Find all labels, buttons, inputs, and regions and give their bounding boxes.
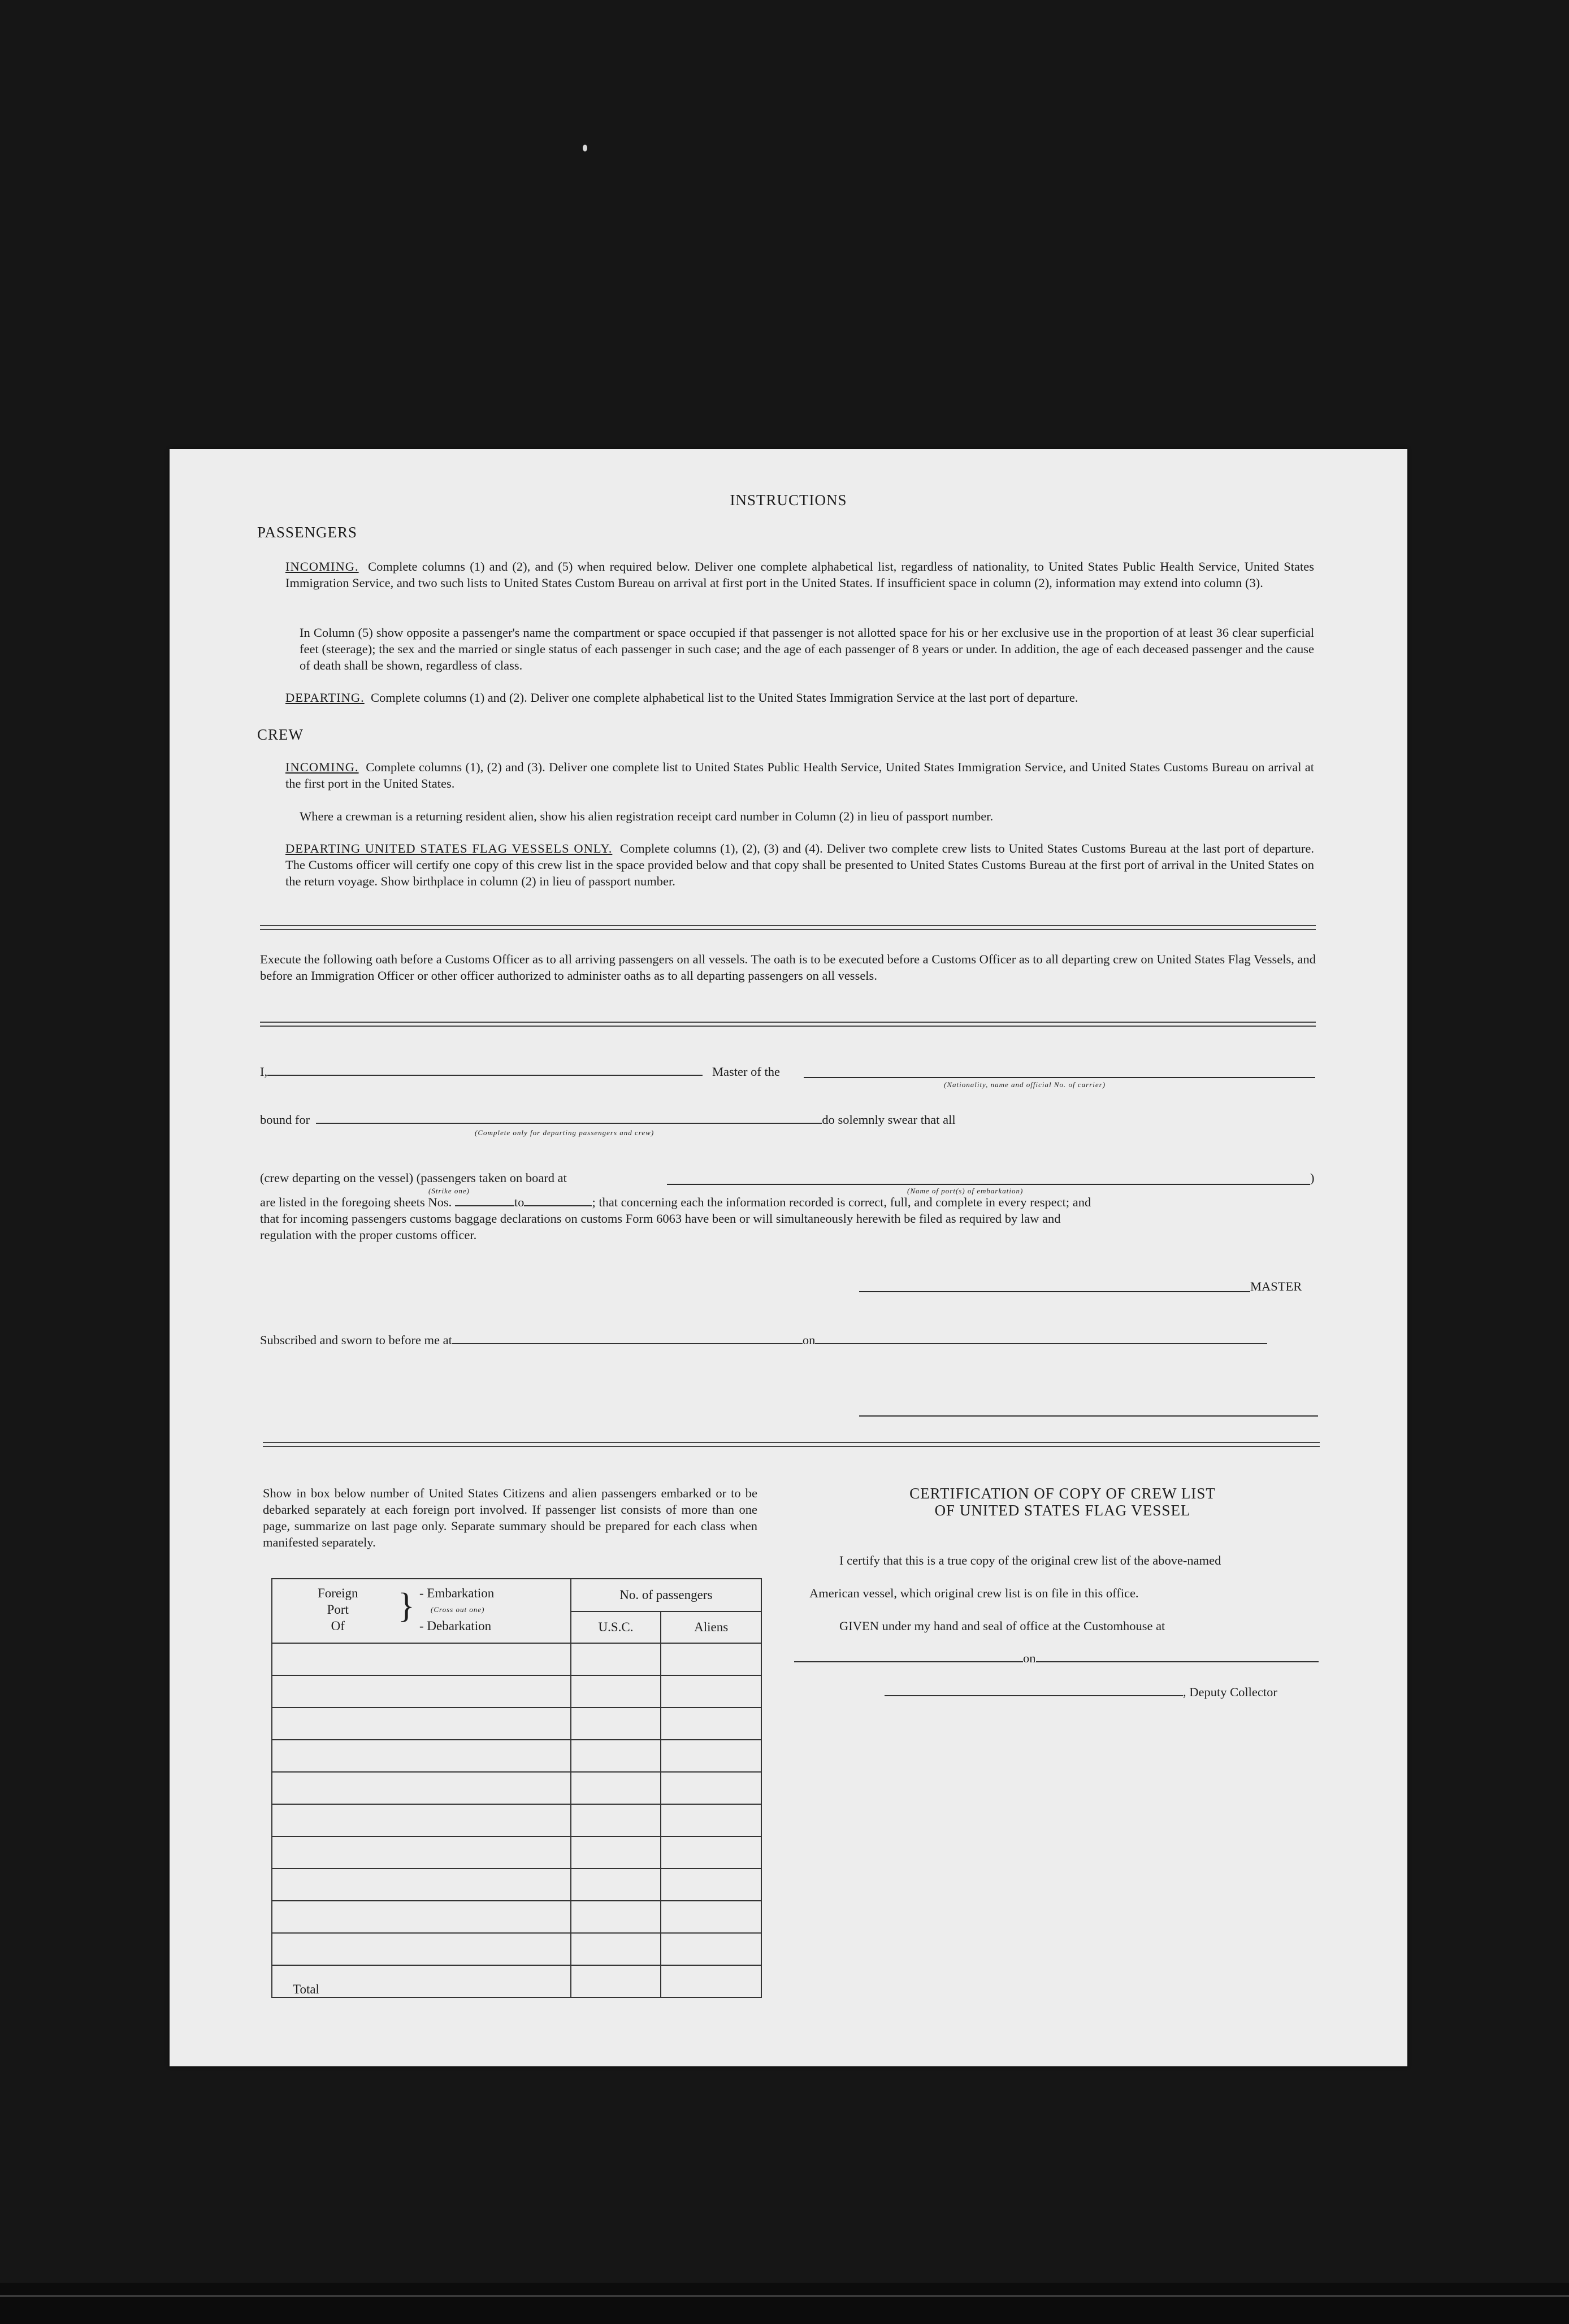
certification-line-2: American vessel, which original crew list is on file in this office. bbox=[809, 1586, 1139, 1600]
aliens-cell[interactable] bbox=[661, 1772, 761, 1804]
crew-incoming-label: INCOMING. bbox=[285, 760, 359, 774]
certification-line-3: GIVEN under my hand and seal of office at the Customhouse at bbox=[839, 1619, 1165, 1633]
summary-table-body bbox=[272, 1643, 761, 1997]
aliens-cell[interactable] bbox=[661, 1869, 761, 1901]
usc-cell[interactable] bbox=[571, 1804, 661, 1836]
section-divider bbox=[263, 1442, 1320, 1447]
nationality-caption: (Nationality, name and official No. of carrier) bbox=[944, 1080, 1106, 1089]
table-row bbox=[272, 1836, 761, 1869]
table-header-row bbox=[272, 1579, 761, 1611]
aliens-cell[interactable] bbox=[661, 1708, 761, 1740]
listed-prefix: are listed in the foregoing sheets Nos. bbox=[260, 1195, 452, 1209]
crew-passengers-text: (crew departing on the vessel) (passengers taken on board at bbox=[260, 1171, 567, 1185]
ports-caption: (Name of port(s) of embarkation) bbox=[907, 1187, 1024, 1195]
foreign-port-header bbox=[272, 1579, 571, 1643]
crew-resident-paragraph: Where a crewman is a returning resident alien, show his alien registration receipt card number in Column (2) in lieu of passport number. bbox=[300, 809, 994, 823]
passengers-incoming-text: Complete columns (1) and (2), and (5) when required below. Deliver one complete alphabetical list, regardless of nationality, to United States Public Health Service, United States Immigration Service, and two such lists to United States Custom Bureau on arrival at first port in the United States. If insufficient space in column (2), information may extend into column (3). bbox=[285, 559, 1315, 590]
master-name-field[interactable] bbox=[267, 1075, 703, 1076]
usc-header: U.S.C. bbox=[571, 1611, 661, 1643]
oath-sheets-line bbox=[260, 1194, 1091, 1210]
header-foreign: Foreign bbox=[318, 1586, 358, 1600]
table-row bbox=[272, 1804, 761, 1836]
header-of: Of bbox=[331, 1619, 345, 1633]
summary-instructions: Show in box below number of United States Citizens and alien passengers embarked or to be debarked separately at each foreign port involved. If passenger list consists of more than one page, summarize on last page only. Separate summary should be prepared for each class when manifested separately. bbox=[263, 1486, 757, 1549]
oath-i-label: I, bbox=[260, 1065, 268, 1079]
aliens-cell[interactable] bbox=[661, 1901, 761, 1933]
passengers-departing-paragraph bbox=[285, 689, 1314, 706]
crew-departing-paragraph bbox=[285, 840, 1314, 889]
usc-cell[interactable] bbox=[571, 1836, 661, 1869]
port-cell[interactable] bbox=[272, 1643, 571, 1675]
carrier-field[interactable] bbox=[804, 1077, 1315, 1078]
crew-incoming-text: Complete columns (1), (2) and (3). Deliver one complete list to United States Public Health Service, United States Immigration Service, and United States Customs Bureau on arrival at the first port in the United States. bbox=[285, 760, 1315, 790]
crew-incoming-paragraph bbox=[285, 759, 1314, 792]
deputy-collector-label: , Deputy Collector bbox=[1183, 1685, 1277, 1699]
header-cross-out: (Cross out one) bbox=[431, 1605, 485, 1614]
bound-for-field[interactable] bbox=[316, 1123, 822, 1124]
aliens-cell[interactable] bbox=[661, 1675, 761, 1708]
listed-text-2: that for incoming passengers customs baggage declarations on customs Form 6063 have been or will simultaneously herewith be filed as required by law and bbox=[260, 1211, 1061, 1226]
master-signature-field[interactable] bbox=[859, 1291, 1250, 1292]
document-page bbox=[170, 449, 1407, 2066]
total-row bbox=[272, 1965, 761, 1997]
oath-master-line bbox=[260, 1063, 780, 1080]
listed-text-3: regulation with the proper customs officer. bbox=[260, 1228, 477, 1242]
usc-cell[interactable] bbox=[571, 1933, 661, 1965]
instructions-title: INSTRUCTIONS bbox=[730, 492, 847, 509]
header-embarkation: - Embarkation bbox=[419, 1586, 495, 1600]
customhouse-field[interactable] bbox=[794, 1661, 1023, 1662]
master-label: MASTER bbox=[1250, 1279, 1302, 1293]
oath-bound-line bbox=[260, 1111, 956, 1128]
table-row bbox=[272, 1901, 761, 1933]
section-divider bbox=[260, 1022, 1316, 1027]
table-row bbox=[272, 1675, 761, 1708]
bound-for-label: bound for bbox=[260, 1113, 310, 1127]
table-row bbox=[272, 1869, 761, 1901]
table-row bbox=[272, 1772, 761, 1804]
crew-departing-label: DEPARTING UNITED STATES FLAG VESSELS ONLY. bbox=[285, 841, 613, 855]
crew-departing-text: Complete columns (1), (2), (3) and (4). Deliver two complete crew lists to United States Customs Bureau at the last port of departure. The Customs officer will certify one copy of this crew list in the space provided below and that copy shall be presented to United States Customs Bureau at the first port of arrival in the United States on the return voyage. Show birthplace in column (2) in lieu of passport number. bbox=[285, 841, 1315, 888]
oath-intro: Execute the following oath before a Customs Officer as to all arriving passengers on all vessels. The oath is to be executed before a Customs Officer as to all departing crew on United States Flag Vessels, and before an Immigration Officer or other officer authorized to administer oaths as to all departing passengers on all vessels. bbox=[260, 952, 1316, 983]
certification-title-2: OF UNITED STATES FLAG VESSEL bbox=[934, 1502, 1191, 1519]
usc-cell[interactable] bbox=[571, 1675, 661, 1708]
sworn-place-field[interactable] bbox=[452, 1343, 803, 1344]
port-cell[interactable] bbox=[272, 1869, 571, 1901]
aliens-header: Aliens bbox=[661, 1611, 761, 1643]
crew-heading: CREW bbox=[257, 726, 304, 743]
certification-date-field[interactable] bbox=[1036, 1661, 1319, 1662]
scanner-bottom-band bbox=[0, 2283, 1569, 2324]
strike-caption: (Strike one) bbox=[428, 1187, 470, 1195]
sworn-date-field[interactable] bbox=[815, 1343, 1267, 1344]
officer-signature-field[interactable] bbox=[859, 1415, 1318, 1417]
certification-title bbox=[808, 1485, 1317, 1519]
passengers-departing-label: DEPARTING. bbox=[285, 690, 365, 705]
header-debarkation: - Debarkation bbox=[419, 1619, 492, 1633]
solemnly-text: do solemnly swear that all bbox=[822, 1113, 956, 1127]
dust-speck bbox=[583, 145, 587, 151]
passengers-incoming-label: INCOMING. bbox=[285, 559, 359, 574]
table-row bbox=[272, 1708, 761, 1740]
certification-title-1: CERTIFICATION OF COPY OF CREW LIST bbox=[909, 1485, 1216, 1502]
port-cell[interactable] bbox=[272, 1740, 571, 1772]
deputy-collector-line bbox=[885, 1684, 1277, 1700]
scanner-bottom-line bbox=[0, 2295, 1569, 2297]
usc-cell[interactable] bbox=[571, 1772, 661, 1804]
port-cell[interactable] bbox=[272, 1804, 571, 1836]
usc-cell[interactable] bbox=[571, 1901, 661, 1933]
port-cell[interactable] bbox=[272, 1772, 571, 1804]
aliens-cell[interactable] bbox=[661, 1643, 761, 1675]
bound-for-caption: (Complete only for departing passengers and crew) bbox=[475, 1128, 655, 1137]
usc-cell[interactable] bbox=[571, 1708, 661, 1740]
aliens-cell[interactable] bbox=[661, 1740, 761, 1772]
usc-cell[interactable] bbox=[571, 1740, 661, 1772]
subscribed-label: Subscribed and sworn to before me at bbox=[260, 1333, 452, 1347]
port-cell[interactable] bbox=[272, 1836, 571, 1869]
total-aliens-cell[interactable] bbox=[661, 1965, 761, 1997]
listed-to: to bbox=[514, 1195, 525, 1209]
port-cell[interactable] bbox=[272, 1901, 571, 1933]
listed-text-1: ; that concerning each the information recorded is correct, full, and complete in every respect; and bbox=[592, 1195, 1091, 1209]
oath-crew-line bbox=[260, 1170, 567, 1186]
closing-paren: ) bbox=[1310, 1171, 1315, 1185]
sheet-to-field[interactable] bbox=[524, 1205, 592, 1206]
passengers-header: No. of passengers bbox=[571, 1579, 761, 1611]
passengers-column5-paragraph: In Column (5) show opposite a passenger's name the compartment or space occupied if that passenger is not allotted space for his or her exclusive use in the proportion of at least 36 clear superficial feet (steerage); the sex and the married or single status of each passenger in such case; and the age of each passenger of 8 years or under. In addition, the age of each deceased passenger and the cause of death shall be shown, regardless of class. bbox=[300, 625, 1314, 672]
deputy-signature-field[interactable] bbox=[885, 1695, 1183, 1696]
passengers-incoming-paragraph bbox=[285, 558, 1314, 591]
certification-line-1: I certify that this is a true copy of the original crew list of the above-named bbox=[839, 1553, 1221, 1567]
table-row bbox=[272, 1933, 761, 1965]
passenger-summary-table bbox=[271, 1578, 762, 1998]
aliens-cell[interactable] bbox=[661, 1804, 761, 1836]
passengers-heading: PASSENGERS bbox=[257, 524, 358, 541]
subscribed-line bbox=[260, 1332, 1267, 1348]
total-label: Total bbox=[272, 1965, 571, 1997]
aliens-cell[interactable] bbox=[661, 1836, 761, 1869]
aliens-cell[interactable] bbox=[661, 1933, 761, 1965]
section-divider bbox=[260, 925, 1316, 930]
sheet-from-field[interactable] bbox=[455, 1205, 514, 1206]
total-usc-cell[interactable] bbox=[571, 1965, 661, 1997]
passengers-departing-text: Complete columns (1) and (2). Deliver one complete alphabetical list to the United States Immigration Service at the last port of departure. bbox=[370, 690, 1078, 705]
brace-glyph: } bbox=[398, 1587, 415, 1625]
oath-master-of-label: Master of the bbox=[712, 1065, 780, 1079]
table-row bbox=[272, 1643, 761, 1675]
usc-cell[interactable] bbox=[571, 1643, 661, 1675]
port-cell[interactable] bbox=[272, 1933, 571, 1965]
certification-on-line bbox=[794, 1650, 1319, 1666]
port-cell[interactable] bbox=[272, 1675, 571, 1708]
embarkation-ports-field[interactable] bbox=[667, 1184, 1310, 1185]
usc-cell[interactable] bbox=[571, 1869, 661, 1901]
header-port: Port bbox=[327, 1602, 349, 1617]
subscribed-on-label: on bbox=[802, 1333, 816, 1347]
certification-on-label: on bbox=[1023, 1651, 1036, 1665]
port-cell[interactable] bbox=[272, 1708, 571, 1740]
table-row bbox=[272, 1740, 761, 1772]
